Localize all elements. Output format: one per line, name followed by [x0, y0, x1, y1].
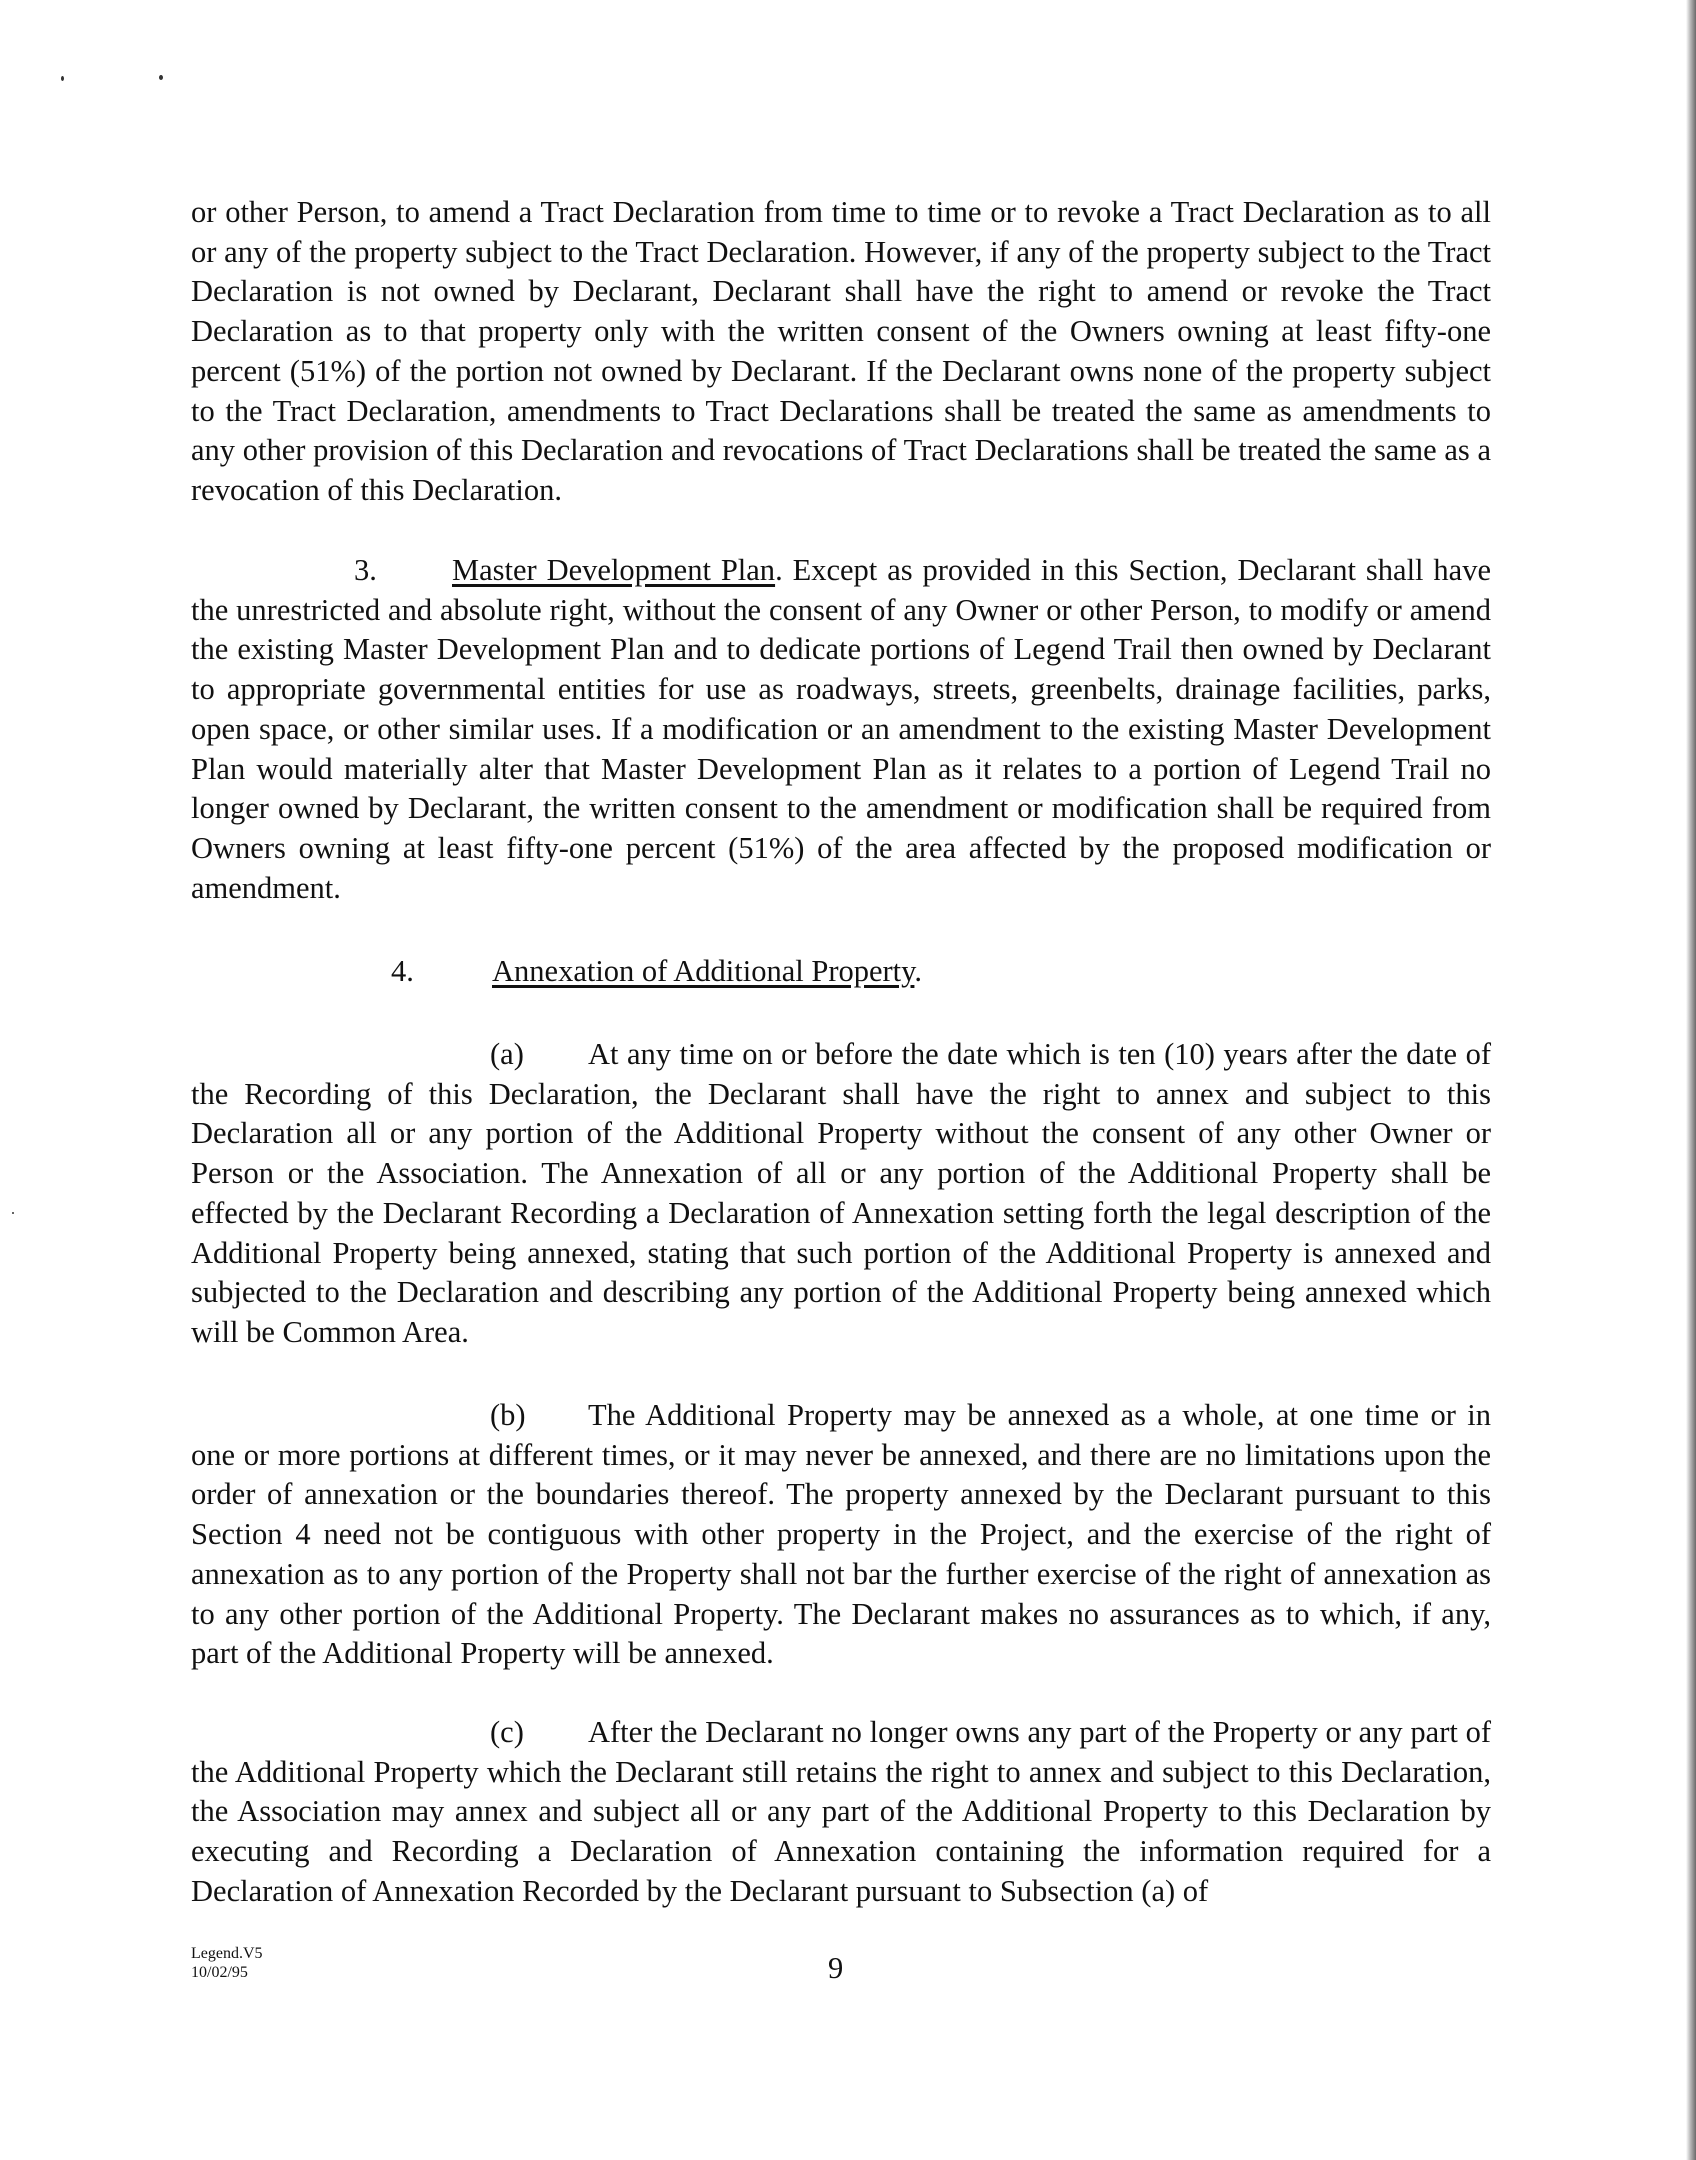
section-3-paragraph	[191, 551, 1491, 908]
section-3-title: Master Development Plan	[452, 553, 776, 587]
page-edge-shadow	[1686, 0, 1696, 2160]
subsection-c-paragraph	[191, 1713, 1491, 1912]
scan-speck	[159, 75, 163, 80]
subsection-b-text: The Additional Property may be annexed as a whole, at one time or in one or more portions at different times, or it may never be annexed, and there are no limitations upon the order of annexation or the boundaries thereof. The property annexed by the Declarant pursuant to this Section 4 need not be contiguous with other property in the Project, and the exercise of the right of annexation as to any portion of the Property shall not bar the further exercise of the right of annexation as to any other portion of the Additional Property. The Declarant makes no assurances as to which, if any, part of the Additional Property will be annexed.	[191, 1398, 1491, 1671]
section-3-text: . Except as provided in this Section, Declarant shall have the unrestricted and absolute right, without the consent of any Owner or other Person, to modify or amend the existing Master Development Plan and to dedicate portions of Legend Trail then owned by Declarant to appropriate governmental entities for use as roadways, streets, greenbelts, drainage facilities, parks, open space, or other similar uses. If a modification or an amendment to the existing Master Development Plan would materially alter that Master Development Plan as it relates to a portion of Legend Trail no longer owned by Declarant, the written consent to the amendment or modification shall be required from Owners owning at least fifty-one percent (51%) of the area affected by the proposed modification or amendment.	[191, 553, 1491, 905]
subsection-a-label: (a)	[490, 1037, 524, 1071]
subsection-a-text: At any time on or before the date which is ten (10) years after the date of the Recording of this Declaration, the Declarant shall have the right to annex and subject to this Declaration all or any portion of the Additional Property without the consent of any other Owner or Person or the Association. The Annexation of all or any portion of the Additional Property shall be effected by the Declarant Recording a Declaration of Annexation setting forth the legal description of the Additional Property being annexed, stating that such portion of the Additional Property is annexed and subjected to the Declaration and describing any portion of the Additional Property being annexed which will be Common Area.	[191, 1037, 1491, 1349]
footer-document-id	[191, 1944, 263, 1982]
subsection-c-label: (c)	[490, 1715, 524, 1749]
subsection-b-label: (b)	[490, 1398, 526, 1432]
section-4-heading	[391, 952, 922, 992]
continuation-paragraph: or other Person, to amend a Tract Declaration from time to time or to revoke a Tract Declaration as to all or any of the property subject to the Tract Declaration. However, if any of the property subject to the Tract Declaration is not owned by Declarant, Declarant shall have the right to amend or revoke the Tract Declaration as to that property only with the written consent of the Owners owning at least fifty-one percent (51%) of the portion not owned by Declarant. If the Declarant owns none of the property subject to the Tract Declaration, amendments to Tract Declarations shall be treated the same as amendments to any other provision of this Declaration and revocations of Tract Declarations shall be treated the same as a revocation of this Declaration.	[191, 195, 1491, 507]
section-4-number: 4.	[391, 954, 414, 988]
subsection-c-text: After the Declarant no longer owns any part of the Property or any part of the Additional Property which the Declarant still retains the right to annex and subject to this Declaration, the Association may annex and subject all or any part of the Additional Property to this Declaration by executing and Recording a Declaration of Annexation containing the information required for a Declaration of Annexation Recorded by the Declarant pursuant to Subsection (a) of	[191, 1715, 1491, 1908]
page-number: 9	[828, 1951, 844, 1985]
subsection-b-paragraph	[191, 1396, 1491, 1674]
footer-doc-name: Legend.V5	[191, 1945, 263, 1962]
footer-date: 10/02/95	[191, 1964, 248, 1981]
scan-speck	[12, 1212, 14, 1214]
subsection-a-paragraph	[191, 1035, 1491, 1353]
section-4-title: Annexation of Additional Property	[492, 954, 915, 988]
section-4-title-suffix: .	[914, 954, 923, 988]
section-3-number: 3.	[354, 553, 377, 587]
scan-speck	[61, 76, 64, 81]
